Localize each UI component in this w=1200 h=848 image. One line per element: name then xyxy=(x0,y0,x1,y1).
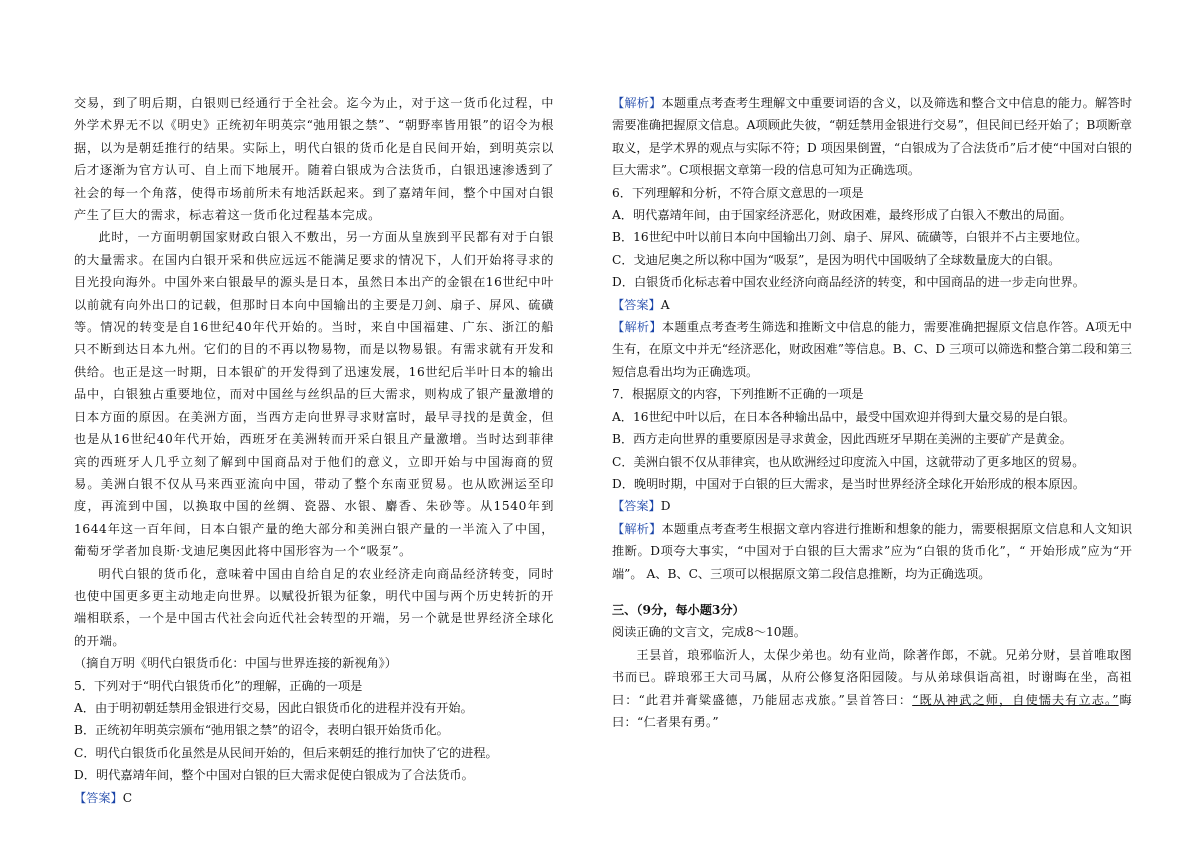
question-5-option-d: D．明代嘉靖年间，整个中国对白银的巨大需求促使白银成为了合法货币。 xyxy=(74,768,474,783)
question-6-option-b: B．16世纪中叶以前日本向中国输出刀剑、扇子、屏风、硫磺等，白银并不占主要地位。 xyxy=(612,230,1088,245)
explanation-6 xyxy=(612,316,1132,383)
answer-5-value: C xyxy=(122,790,133,805)
question-5-option-b: B．正统初年明英宗颁布“弛用银之禁”的诏令，表明白银开始货币化。 xyxy=(74,723,449,738)
question-7-option-a: A．16世纪中叶以后，在日本各种输出品中，最受中国欢迎并得到大量交易的是白银。 xyxy=(612,409,1076,424)
classical-passage xyxy=(612,644,1132,734)
answer-5 xyxy=(74,787,554,809)
answer-6 xyxy=(612,294,1132,316)
section-3-intro: 阅读正确的文言文，完成8～10题。 xyxy=(612,625,806,640)
question-6-option-c: C．戈迪尼奥之所以称中国为“吸泵”，是因为明代中国吸纳了全球数量庞大的白银。 xyxy=(612,252,1061,267)
answer-tag: 【答案】 xyxy=(74,790,123,805)
passage-source: （摘自万明《明代白银货币化：中国与世界连接的新视角》） xyxy=(74,656,397,671)
explanation-7-text: 本题重点考查考生根据文章内容进行推断和想象的能力，需要根据原文信息和人文知识推断。D项夸大事实，“中国对于白银的巨大需求”应为“白银的货币化”，“ 开始形成”应为“开端”。 A、B、C、三项可以根据原文第二段信息推断，均为正确选项。 xyxy=(612,521,1133,581)
left-column xyxy=(74,92,554,809)
answer-tag: 【答案】 xyxy=(612,499,661,514)
explanation-6-text: 本题重点考查考生筛选和推断文中信息的能力，需要准确把握原文信息作答。A项无中生有，在原文中并无“经济恶化，财政困难”等信息。B、C、D 三项可以筛选和整合第二段和第三短信息看出均为正确选项。 xyxy=(612,320,1132,379)
explanation-5-text: 本题重点考查考生理解文中重要词语的含义，以及筛选和整合文中信息的能力。解答时需要准确把握原文信息。A项顾此失彼，“朝廷禁用金银进行交易”，但民间已经开始了；B项断章取义，是学术界的观点与实际不符；D 项因果倒置，“白银成为了合法货币”后才使“中国对白银的巨大需求”。C项根据文章第一段的信息可知为正确选项。 xyxy=(612,96,1133,178)
question-5: 5．下列对于“明代白银货币化”的理解，正确的一项是 xyxy=(74,678,363,693)
answer-7-value: D xyxy=(660,499,671,514)
classical-text-2: 晦曰：“仁者果有勇。” xyxy=(612,692,1132,729)
question-7: 7．根据原文的内容，下列推断不正确的一项是 xyxy=(612,387,864,402)
passage-paragraph-1: 交易，到了明后期，白银则已经通行于全社会。迄今为止，对于这一货币化过程，中外学术界无不以《明史》正统初年明英宗“弛用银之禁”、“朝野率皆用银”的诏令为根据，以为是朝廷推行的结果。实际上，明代白银的货币化是自民间开始，到明英宗以后才逐渐为官方认可、自上而下地展开。随着白银成为合法货币，白银迅速渗透到了社会的每一个角落，使得市场前所未有地活跃起来。到了嘉靖年间，整个中国对白银产生了巨大的需求，标志着这一货币化过程基本完成。 xyxy=(74,96,554,223)
section-3-title: 三、（9分，每小题3分） xyxy=(612,602,745,617)
question-7-option-c: C．美洲白银不仅从菲律宾，也从欧洲经过印度流入中国，这就带动了更多地区的贸易。 xyxy=(612,454,1085,469)
passage-paragraph-3: 明代白银的货币化，意味着中国由自给自足的农业经济走向商品经济转变，同时也使中国更多更主动地走向世界。以赋役折银为征象，明代中国与两个历史转折的开端相联系，一个是中国古代社会向近代社会转型的开端，另一个就是世界经济全球化的开端。 xyxy=(74,566,554,648)
question-7-option-d: D．晚明时期，中国对于白银的巨大需求，是当时世界经济全球化开始形成的根本原因。 xyxy=(612,476,1085,491)
classical-underlined-sentence: “既从神武之师，自使懦夫有立志。” xyxy=(912,692,1119,707)
question-5-option-c: C．明代白银货币化虽然是从民间开始的，但后来朝廷的推行加快了它的进程。 xyxy=(74,745,498,760)
question-7-option-b: B．西方走向世界的重要原因是寻求黄金，因此西班牙早期在美洲的主要矿产是黄金。 xyxy=(612,432,1072,447)
explanation-tag: 【解析】 xyxy=(612,521,662,536)
right-column xyxy=(612,92,1132,733)
explanation-7 xyxy=(612,518,1132,585)
question-6-option-d: D．白银货币化标志着中国农业经济向商品经济的转变，和中国商品的进一步走向世界。 xyxy=(612,275,1085,290)
explanation-5 xyxy=(612,92,1132,182)
answer-tag: 【答案】 xyxy=(612,297,661,312)
question-5-option-a: A．由于明初朝廷禁用金银进行交易，因此白银货币化的进程并没有开始。 xyxy=(74,700,473,715)
answer-7 xyxy=(612,495,1132,517)
answer-6-value: A xyxy=(660,297,670,312)
classical-text-1: 王昙首，琅邪临沂人，太保少弟也。幼有业尚，除著作郎，不就。兄弟分财，昙首唯取图书而已。辟琅邪王大司马属，从府公修复洛阳园陵。与从弟球俱诣高祖，时谢晦在坐，高祖曰：“此君并膏粱盛德，乃能屈志戎旅。”昙首答曰： xyxy=(612,647,1132,707)
passage-paragraph-2: 此时，一方面明朝国家财政白银入不敷出，另一方面从皇族到平民都有对于白银的大量需求。在国内白银开采和供应远远不能满足要求的情况下，人们开始将寻求的目光投向海外。中国外来白银最早的源头是日本，虽然日本出产的金银在16世纪中叶以前就有向外出口的记载，但那时日本向中国输出的主要是刀剑、扇子、屏风、硫磺等。情况的转变是自16世纪40年代开始的。当时，来自中国福建、广东、浙江的船只不断到达日本九州。它们的目的不再以物易物，而是以物易银。有需求就有开发和供给。也正是这一时期，日本银矿的开发得到了迅速发展，16世纪后半叶日本的输出品中，白银独占重要地位，而对中国丝与丝织品的巨大需求，则构成了银产量激增的日本方面的原因。在美洲方面，当西方走向世界寻求财富时，最早寻找的是黄金，但也是从16世纪40年代开始，西班牙在美洲转而开采白银且产量激增。当时达到菲律宾的西班牙人几乎立刻了解到中国商品对于他们的意义，立即开始与中国海商的贸易。美洲白银不仅从马来西亚流向中国，带动了整个东南亚贸易。也从欧洲运至印度，再流到中国，以换取中国的丝绸、瓷器、水银、麝香、朱砂等。从1540年到1644年这一百年间，日本白银产量的绝大部分和美洲白银产量的一半流入了中国，葡萄牙学者加良斯·戈迪尼奥因此将中国形容为一个“吸泵”。 xyxy=(74,230,554,559)
explanation-tag: 【解析】 xyxy=(612,320,662,335)
explanation-tag: 【解析】 xyxy=(612,96,662,110)
question-6-option-a: A．明代嘉靖年间，由于国家经济恶化，财政困难，最终形成了白银入不敷出的局面。 xyxy=(612,208,1072,223)
question-6: 6．下列理解和分析，不符合原文意思的一项是 xyxy=(612,185,864,200)
